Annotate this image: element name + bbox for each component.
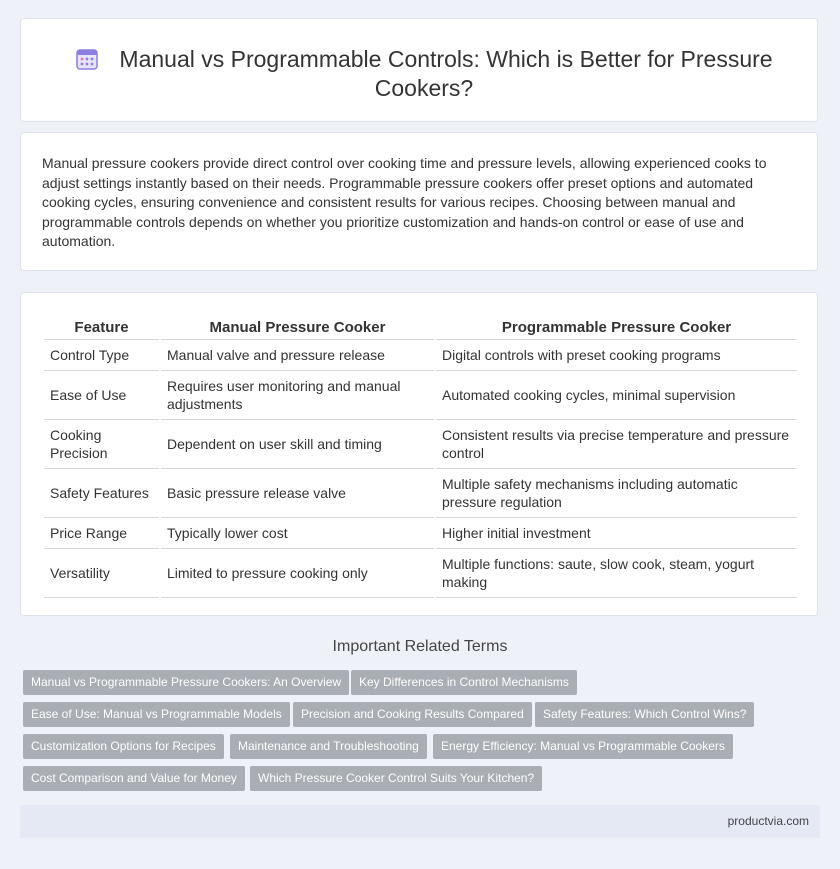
- page-title-text: Manual vs Programmable Controls: Which is Better for Pressure Cookers?: [119, 46, 773, 101]
- table-cell: Digital controls with preset cooking programs: [436, 340, 797, 371]
- comparison-table: [42, 315, 799, 598]
- table-row: [44, 469, 797, 518]
- footer: [20, 805, 820, 838]
- table-cell: Versatility: [44, 549, 159, 598]
- table-row: [44, 420, 797, 469]
- table-cell: Automated cooking cycles, minimal supervision: [436, 371, 797, 420]
- header-card: [20, 18, 818, 122]
- table-cell: Multiple functions: saute, slow cook, steam, yogurt making: [436, 549, 797, 598]
- table-cell: Ease of Use: [44, 371, 159, 420]
- related-tag[interactable]: Precision and Cooking Results Compared: [293, 702, 532, 727]
- table-cell: Cooking Precision: [44, 420, 159, 469]
- table-cell: Requires user monitoring and manual adjustments: [161, 371, 434, 420]
- intro-paragraph: Manual pressure cookers provide direct control over cooking time and pressure levels, allowing experienced cooks to adjust settings instantly based on their needs. Programmable pressure cookers offer preset options and automated cooking cycles, ensuring convenience and consistent results for various recipes. Choosing between manual and programmable controls depends on whether you prioritize customization and hands-on control or ease of use and automation.: [42, 155, 767, 250]
- table-row: [44, 371, 797, 420]
- related-tag[interactable]: Customization Options for Recipes: [23, 734, 224, 759]
- table-cell: Basic pressure release valve: [161, 469, 434, 518]
- table-cell: Higher initial investment: [436, 518, 797, 549]
- related-tag[interactable]: Maintenance and Troubleshooting: [230, 734, 427, 759]
- related-tag[interactable]: Energy Efficiency: Manual vs Programmable Cookers: [433, 734, 733, 759]
- header-feature: Feature: [44, 315, 159, 340]
- related-tag[interactable]: Cost Comparison and Value for Money: [23, 766, 245, 791]
- header-programmable: Programmable Pressure Cooker: [436, 315, 797, 340]
- table-row: [44, 340, 797, 371]
- table-row: [44, 549, 797, 598]
- related-terms-heading: Important Related Terms: [332, 638, 508, 655]
- table-cell: Price Range: [44, 518, 159, 549]
- table-cell: Safety Features: [44, 469, 159, 518]
- table-cell: Control Type: [44, 340, 159, 371]
- related-tag[interactable]: Safety Features: Which Control Wins?: [535, 702, 754, 727]
- intro-card: [20, 132, 818, 271]
- calendar-grid-icon: [75, 47, 99, 71]
- table-row: [44, 518, 797, 549]
- related-tag[interactable]: Which Pressure Cooker Control Suits Your Kitchen?: [250, 766, 542, 791]
- table-cell: Dependent on user skill and timing: [161, 420, 434, 469]
- table-cell: Typically lower cost: [161, 518, 434, 549]
- footer-site[interactable]: productvia.com: [727, 814, 809, 828]
- table-cell: Consistent results via precise temperature and pressure control: [436, 420, 797, 469]
- page-title: [61, 45, 787, 103]
- header-manual: Manual Pressure Cooker: [161, 315, 434, 340]
- table-cell: Manual valve and pressure release: [161, 340, 434, 371]
- related-tag[interactable]: Ease of Use: Manual vs Programmable Models: [23, 702, 290, 727]
- table-cell: Multiple safety mechanisms including automatic pressure regulation: [436, 469, 797, 518]
- related-tag[interactable]: Key Differences in Control Mechanisms: [351, 670, 577, 695]
- related-tag[interactable]: Manual vs Programmable Pressure Cookers: An Overview: [23, 670, 349, 695]
- table-cell: Limited to pressure cooking only: [161, 549, 434, 598]
- comparison-card: [20, 292, 818, 616]
